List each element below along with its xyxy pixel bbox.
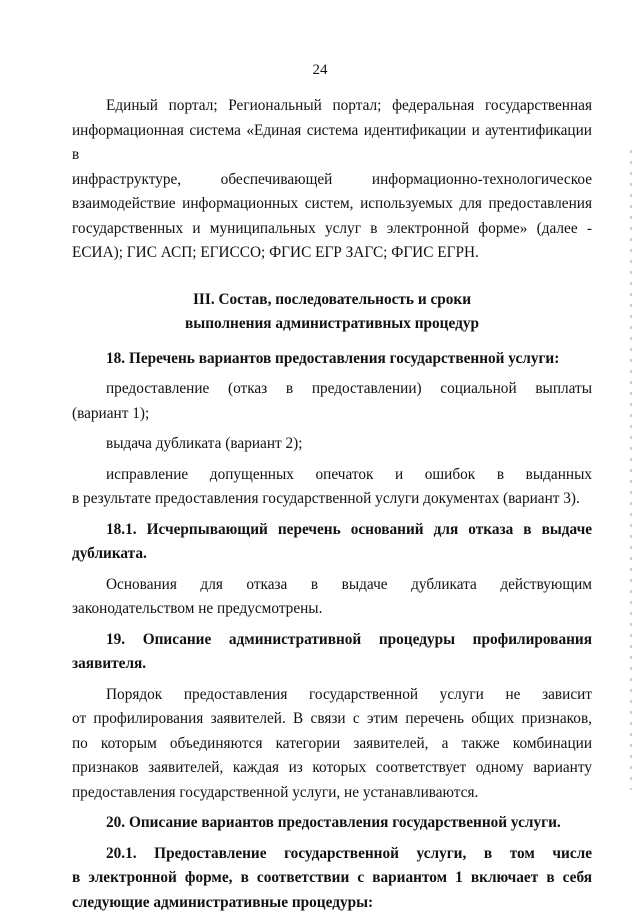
item-20-1-line: в электронной форме, в соответствии с вариантом 1 включает в себя — [72, 866, 592, 891]
document-body — [72, 94, 592, 915]
intro-line: государственных и муниципальных услуг в электронной форме» (далее - — [72, 217, 592, 242]
item-18-1-heading: 18.1. Исчерпывающий перечень оснований для отказа в выдаче — [72, 518, 592, 543]
item-19-text: от профилирования заявителей. В связи с этим перечень общих признаков, — [72, 707, 592, 732]
variant-1-line: (вариант 1); — [72, 402, 592, 427]
section-title: III. Состав, последовательность и сроки — [72, 288, 592, 313]
variant-2: выдача дубликата (вариант 2); — [72, 432, 592, 457]
variant-3-line: исправление допущенных опечаток и ошибок в выданных — [72, 463, 592, 488]
intro-line: Единый портал; Региональный портал; федеральная государственная — [72, 94, 592, 119]
item-19-text: Порядок предоставления государственной услуги не зависит — [72, 683, 592, 708]
item-19-text: признаков заявителей, каждая из которых соответствует одному варианту — [72, 756, 592, 781]
item-19-text: по которым объединяются категории заявителей, а также комбинации — [72, 732, 592, 757]
item-19-heading: заявителя. — [72, 652, 592, 677]
intro-line: взаимодействие информационных систем, используемых для предоставления — [72, 192, 592, 217]
variant-1-line: предоставление (отказ в предоставлении) социальной выплаты — [72, 377, 592, 402]
intro-line: инфраструктуре, обеспечивающей информационно-технологическое — [72, 168, 592, 193]
item-19-heading: 19. Описание административной процедуры профилирования — [72, 628, 592, 653]
item-18-1-heading: дубликата. — [72, 542, 592, 567]
section-title: выполнения административных процедур — [72, 312, 592, 337]
item-18-heading: 18. Перечень вариантов предоставления государственной услуги: — [72, 347, 592, 372]
item-20-1-line: 20.1. Предоставление государственной услуги, в том числе — [72, 842, 592, 867]
item-20-1-line: следующие административные процедуры: — [72, 891, 592, 915]
item-20-heading: 20. Описание вариантов предоставления государственной услуги. — [72, 811, 592, 836]
variant-3-line: в результате предоставления государственной услуги документах (вариант 3). — [72, 487, 592, 512]
item-18-1-text: Основания для отказа в выдаче дубликата действующим — [72, 573, 592, 598]
scan-margin-marks — [630, 150, 632, 790]
item-19-text: предоставления государственной услуги, не устанавливаются. — [72, 781, 592, 806]
intro-line: ЕСИА); ГИС АСП; ЕГИССО; ФГИС ЕГР ЗАГС; ФГИС ЕГРН. — [72, 241, 592, 266]
item-18-1-text: законодательством не предусмотрены. — [72, 597, 592, 622]
intro-line: информационная система «Единая система идентификации и аутентификации в — [72, 119, 592, 168]
page-number: 24 — [0, 62, 640, 79]
